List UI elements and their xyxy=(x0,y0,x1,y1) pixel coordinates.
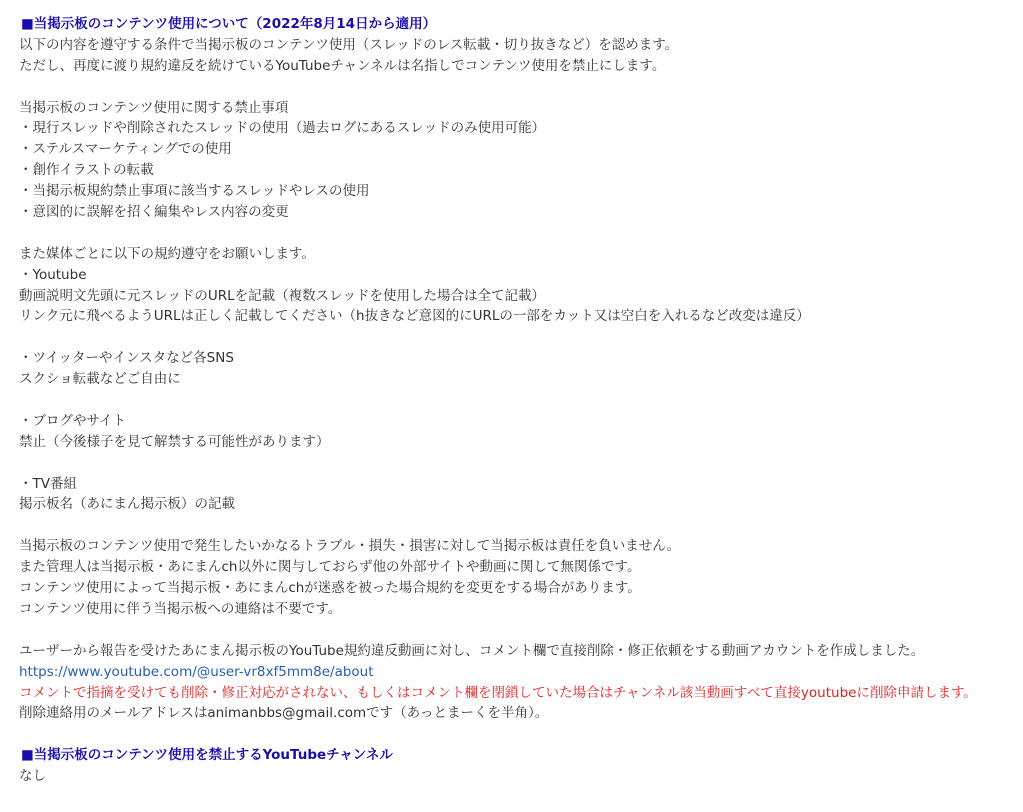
blog-rule: 禁止（今後様子を見て解禁する可能性があります） xyxy=(19,433,330,450)
spacer xyxy=(19,390,1019,411)
intro-line-1: 以下の内容を遵守する条件で当掲示板のコンテンツ使用（スレッドのレス転載・切り抜きなど）を認めます。 xyxy=(19,36,679,53)
tv-label: ・TV番組 xyxy=(19,475,77,492)
spacer xyxy=(19,453,1019,474)
disclaimer-line: 当掲示板のコンテンツ使用で発生したいかなるトラブル・損失・損害に対して当掲示板は責任を負いません。 xyxy=(19,538,681,555)
prohibited-item: ・現行スレッドや削除されたスレッドの使用（過去ログにあるスレッドのみ使用可能） xyxy=(19,120,546,137)
report-text: ユーザーから報告を受けたあにまん掲示板のYouTube規約違反動画に対し、コメント欄で直接削除・修正依頼をする動画アカウントを作成しました。 xyxy=(19,642,925,659)
intro-line-2: ただし、再度に渡り規約違反を続けているYouTubeチャンネルは名指しでコンテンツ使用を禁止にします。 xyxy=(19,57,666,74)
sns-rule: スクショ転載などご自由に xyxy=(19,371,181,388)
spacer xyxy=(19,724,1019,745)
disclaimer-line: コンテンツ使用によって当掲示板・あにまんchが迷惑を被った場合規約を変更をする場合があります。 xyxy=(19,580,641,597)
prohibited-title: 当掲示板のコンテンツ使用に関する禁止事項 xyxy=(19,99,289,116)
youtube-label: ・Youtube xyxy=(19,266,87,283)
warning-text: コメントで指摘を受けても削除・修正対応がされない、もしくはコメント欄を閉鎖していた場合はチャンネル該当動画すべて直接youtubeに削除申請します。 xyxy=(19,684,977,701)
disclaimer-line: また管理人は当掲示板・あにまんch以外に関与しておらず他の外部サイトや動画に関して無関係です。 xyxy=(19,559,641,576)
youtube-rule: 動画説明文先頭に元スレッドのURLを記載（複数スレッドを使用した場合は全て記載） xyxy=(19,287,546,304)
tv-rule: 掲示板名（あにまん掲示板）の記載 xyxy=(19,496,235,513)
prohibited-item: ・ステルスマーケティングでの使用 xyxy=(19,141,232,158)
prohibited-item: ・当掲示板規約禁止事項に該当するスレッドやレスの使用 xyxy=(19,183,370,200)
rules-document xyxy=(19,14,1019,787)
section2-heading: ■当掲示板のコンテンツ使用を禁止するYouTubeチャンネル xyxy=(21,747,393,764)
spacer xyxy=(19,223,1019,244)
youtube-rule: リンク元に飛べるようURLは正しく記載してください（h抜きなど意図的にURLの一部をカット又は空白を入れるなど改変は違反） xyxy=(19,308,810,325)
section1-heading: ■当掲示板のコンテンツ使用について（2022年8月14日から適用） xyxy=(21,16,437,32)
prohibited-item: ・意図的に誤解を招く編集やレス内容の変更 xyxy=(19,204,289,221)
sns-label: ・ツイッターやインスタなど各SNS xyxy=(19,350,234,367)
contact-text: 削除連絡用のメールアドレスはanimanbbs@gmail.comです（あっとまーくを半角）。 xyxy=(19,705,549,722)
report-account-link[interactable]: https://www.youtube.com/@user-vr8xf5mm8e/about xyxy=(19,663,374,680)
spacer xyxy=(19,327,1019,348)
banned-channels-value: なし xyxy=(19,768,46,785)
spacer xyxy=(19,620,1019,641)
spacer xyxy=(19,77,1019,98)
media-intro: また媒体ごとに以下の規約遵守をお願いします。 xyxy=(19,245,315,262)
blog-label: ・ブログやサイト xyxy=(19,412,127,429)
spacer xyxy=(19,515,1019,536)
prohibited-item: ・創作イラストの転載 xyxy=(19,162,154,179)
disclaimer-line: コンテンツ使用に伴う当掲示板への連絡は不要です。 xyxy=(19,600,342,617)
